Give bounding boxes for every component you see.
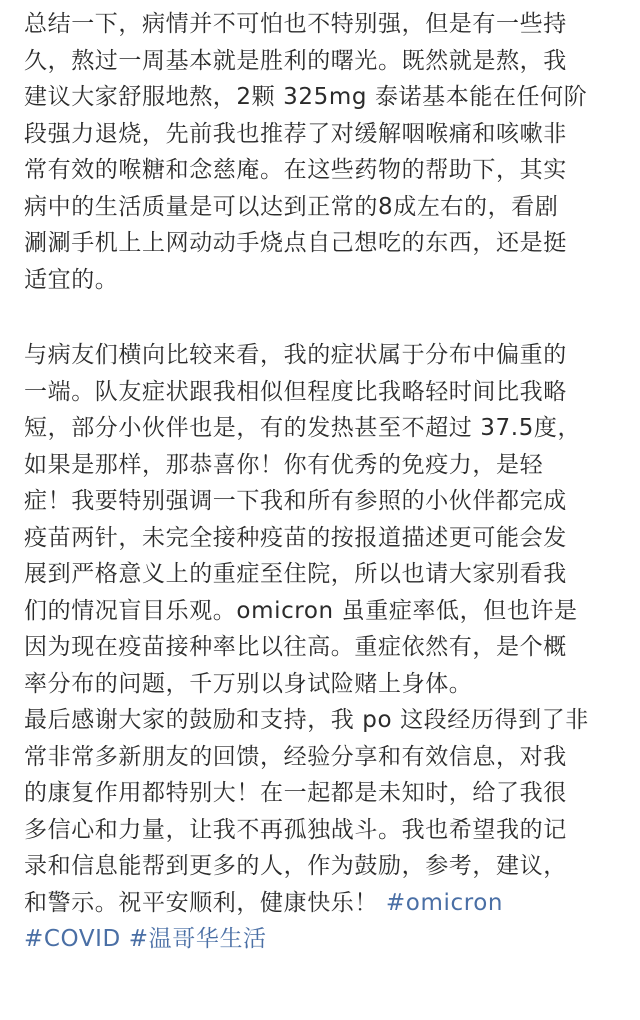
text-line: 段强力退烧，先前我也推荐了对缓解咽喉痛和咳嗽非 xyxy=(24,120,567,147)
paragraph-summary xyxy=(24,6,624,298)
text-line: 常非常多新朋友的回馈，经验分享和有效信息，对我 xyxy=(24,743,567,770)
text-line: 总结一下，病情并不可怕也不特别强，但是有一些持 xyxy=(24,11,567,37)
hashtag-covid-link[interactable]: #COVID xyxy=(24,926,121,952)
text-line: 症！我要特别强调一下我和所有参照的小伙伴都完成 xyxy=(24,488,567,514)
hashtag-vancouver-life-link[interactable]: #温哥华生活 xyxy=(128,926,267,952)
text-line: 如果是那样，那恭喜你！你有优秀的免疫力，是轻 xyxy=(24,451,544,478)
text-line: 因为现在疫苗接种率比以往高。重症依然有，是个概 xyxy=(24,634,567,660)
text-line: 建议大家舒服地熬，2颗 325mg 泰诺基本能在任何阶 xyxy=(24,84,588,110)
text-line: 短，部分小伙伴也是，有的发热甚至不超过 37.5度， xyxy=(24,415,582,441)
text-line: 与病友们横向比较来看，我的症状属于分布中偏重的 xyxy=(24,342,567,368)
paragraph-comparison xyxy=(24,337,624,702)
text-line: 们的情况盲目乐观。omicron 虽重症率低，但也许是 xyxy=(24,597,578,624)
text-line: 多信心和力量，让我不再孤独战斗。我也希望我的记 xyxy=(24,816,567,843)
paragraph-spacer xyxy=(24,298,624,337)
paragraph-thanks xyxy=(24,702,624,958)
text-line: 录和信息能帮到更多的人，作为鼓励，参考，建议， xyxy=(24,853,567,879)
text-line: 一端。队友症状跟我相似但程度比我略轻时间比我略 xyxy=(24,378,567,405)
text-line-with-hashtag xyxy=(24,885,624,922)
text-line: 展到严格意义上的重症至住院，所以也请大家别看我 xyxy=(24,561,567,587)
closing-text: 和警示。祝平安顺利，健康快乐！ xyxy=(24,889,378,916)
hashtag-omicron-link[interactable]: #omicron xyxy=(385,889,504,916)
text-line: 疫苗两针，未完全接种疫苗的按报道描述更可能会发 xyxy=(24,524,567,551)
text-line: 常有效的喉糖和念慈庵。在这些药物的帮助下，其实 xyxy=(24,157,567,183)
text-line: 适宜的。 xyxy=(24,266,119,293)
post-body xyxy=(24,6,624,958)
text-line: 的康复作用都特别大！在一起都是未知时，给了我很 xyxy=(24,780,567,806)
hashtag-line xyxy=(24,921,624,958)
text-line: 久，熬过一周基本就是胜利的曙光。既然就是熬，我 xyxy=(24,47,567,74)
text-line: 率分布的问题，千万别以身试险赌上身体。 xyxy=(24,670,473,697)
text-line: 最后感谢大家的鼓励和支持，我 po 这段经历得到了非 xyxy=(24,707,589,733)
text-line: 涮涮手机上上网动动手烧点自己想吃的东西，还是挺 xyxy=(24,230,567,256)
text-line: 病中的生活质量是可以达到正常的8成左右的，看剧 xyxy=(24,193,559,220)
